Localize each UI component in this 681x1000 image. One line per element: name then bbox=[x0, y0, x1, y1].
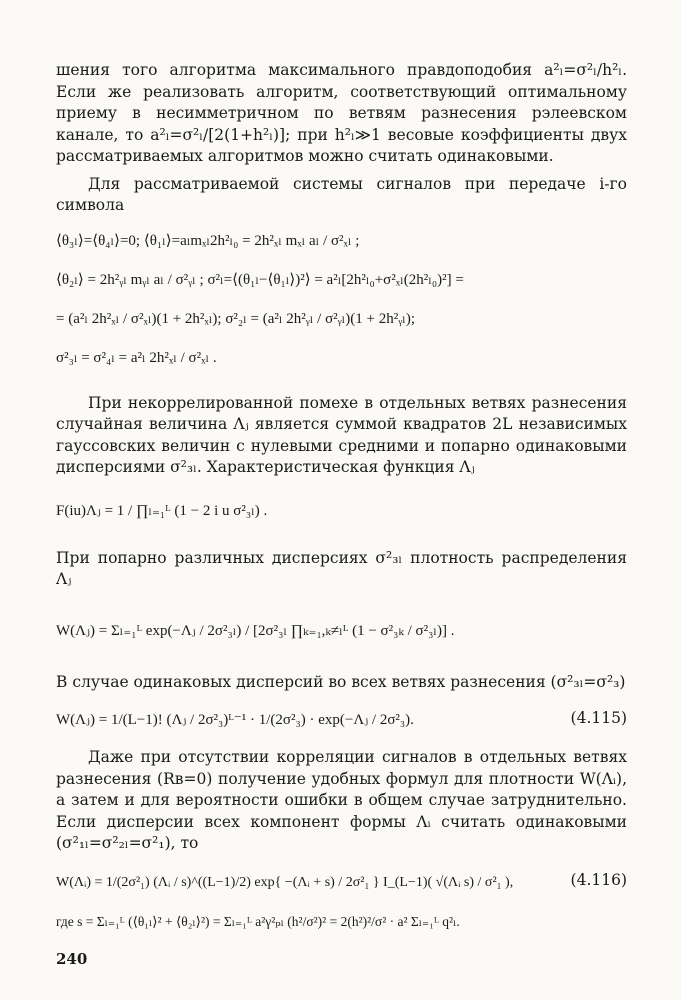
page-number: 240 bbox=[56, 950, 88, 968]
equation-means-3: = (a²ₗ 2h²ₓₗ / σ²ₓₗ)(1 + 2h²ₓₗ); σ²₂ₗ = (a²ₗ 2h²ᵧₗ / σ²ᵧₗ)(1 + 2h²ᵧₗ); bbox=[56, 310, 415, 327]
paragraph-equal-variances: В случае одинаковых дисперсий во всех ветвях разнесения (σ²₃ₗ=σ²₃) bbox=[56, 672, 626, 691]
paragraph-correlation: Даже при отсутствии корреляции сигналов в отдельных ветвях разнесения (Rв=0) получение удобных формул для плотности W(Λᵢ), а затем и для вероятности ошибки в общем случае затруднительно. Если дисперсии всех компонент формы Λᵢ считать одинаковыми (σ²₁ₗ=σ²₂ₗ=σ²₁), то bbox=[56, 748, 627, 852]
equation-s-definition: где s = Σₗ₌₁ᴸ (⟨θ₁ₗ⟩² + ⟨θ₂ₗ⟩²) = Σₗ₌₁ᴸ a²γ²ₚₗ (h²/σ²)² = 2(h²)²/σ² · a² Σₗ₌₁ᴸ q²ₗ. bbox=[56, 913, 460, 929]
equation-means-4: σ²₃ₗ = σ²₄ₗ = a²ₗ 2h²ₓₗ / σ²ₓₗ . bbox=[56, 349, 217, 366]
paragraph-pairwise: При попарно различных дисперсиях σ²₃ₗ плотность распределения Λⱼ bbox=[56, 548, 627, 588]
equation-means-2: ⟨θ₂ₗ⟩ = 2h²ᵧₗ mᵧₗ aₗ / σ²ᵧₗ ; σ²ₗ=⟨(θ₁ₗ−⟨θ₁ₗ⟩)²⟩ = a²ₗ[2h²ₗ₀+σ²ₓₗ(2h²ₗ₀)²] = bbox=[56, 271, 464, 288]
paragraph-uncorrelated: При некоррелированной помехе в отдельных ветвях разнесения случайная величина Λⱼ является суммой квадратов 2L независимых гауссовских величин с нулевыми средними и попарно одинаковыми дисперсиями σ²₃ₗ. Характеристическая функция Λⱼ bbox=[56, 393, 627, 476]
paragraph-top: шения того алгоритма максимального правдоподобия a²ₗ=σ²ₗ/h²ₗ. Если же реализовать алгоритм, соответствующий оптимальному приему в несимметричном по ветвям разнесения рэлеевском канале, то a²ₗ=σ²ₗ/[2(1+h²ₗ)]; при h²ₗ≫1 весовые коэффициенты двух рассматриваемых алгоритмов можно считать одинаковыми. bbox=[56, 61, 627, 165]
equation-number-4116: (4.116) bbox=[570, 870, 627, 889]
equation-4115-row bbox=[56, 709, 627, 731]
equation-density: W(Λⱼ) = Σₗ₌₁ᴸ exp(−Λⱼ / 2σ²₃ₗ) / [2σ²₃ₗ ∏ₖ₌₁,ₖ≠ₗᴸ (1 − σ²₃ₖ / σ²₃ₗ)] . bbox=[56, 622, 455, 639]
equation-4116-row bbox=[56, 871, 627, 893]
equation-4116: W(Λᵢ) = 1/(2σ²₁) (Λᵢ / s)^((L−1)/2) exp{ −(Λᵢ + s) / 2σ²₁ } I_(L−1)( √(Λᵢ s) / σ²₁ ), bbox=[56, 874, 514, 890]
paragraph-system: Для рассматриваемой системы сигналов при передаче i-го символа bbox=[56, 174, 627, 214]
equation-means-1: ⟨θ₃ₗ⟩=⟨θ₄ₗ⟩=0; ⟨θ₁ₗ⟩=aₗmₓₗ2h²ₗ₀ = 2h²ₓₗ mₓₗ aₗ / σ²ₓₗ ; bbox=[56, 232, 360, 249]
equation-4115: W(Λⱼ) = 1/(L−1)! (Λⱼ / 2σ²₃)ᴸ⁻¹ · 1/(2σ²₃) · exp(−Λⱼ / 2σ²₃). bbox=[56, 712, 414, 728]
equation-number-4115: (4.115) bbox=[570, 709, 627, 727]
equation-characteristic-function: F(iu)Λⱼ = 1 / ∏ₗ₌₁ᴸ (1 − 2 i u σ²₃ₗ) . bbox=[56, 502, 268, 519]
